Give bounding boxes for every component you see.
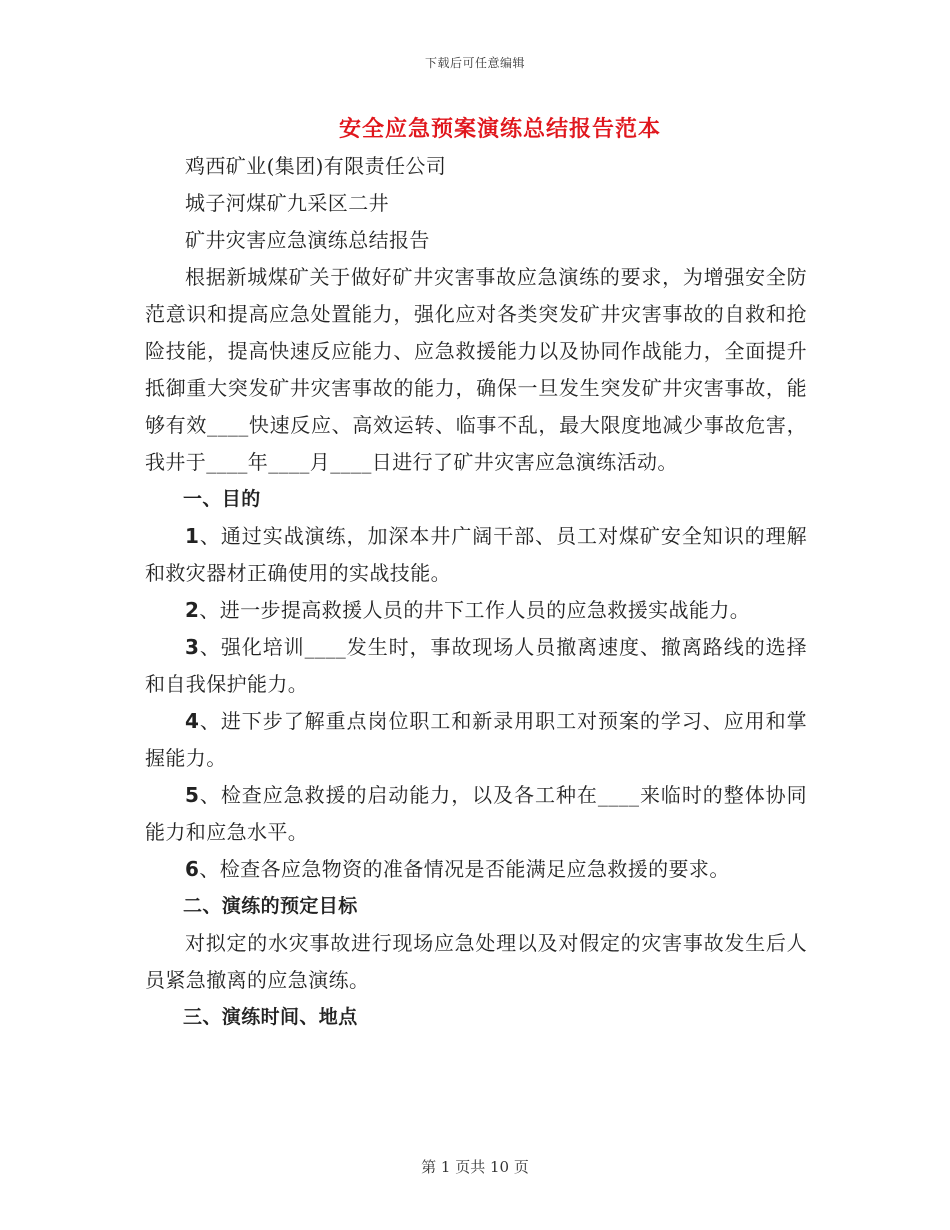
purpose-item-5 (145, 777, 807, 851)
item-text: 、进下步了解重点岗位职工和新录用职工对预案的学习、应用和掌握能力。 (145, 709, 807, 770)
document-body (145, 148, 807, 1036)
header-note: 下载后可任意编辑 (424, 56, 525, 70)
section-2-paragraph: 对拟定的水灾事故进行现场应急处理以及对假定的灾害事故发生后人员紧急撤离的应急演练。 (145, 931, 807, 992)
item-number: 3 (185, 635, 200, 659)
purpose-item-4 (145, 703, 807, 777)
item-text: 、检查各应急物资的准备情况是否能满足应急救援的要求。 (199, 857, 730, 881)
item-text: 、检查应急救援的启动能力，以及各工种在____来临时的整体协同能力和应急水平。 (145, 783, 807, 844)
item-text: 、通过实战演练，加深本井广阔干部、员工对煤矿安全知识的理解和救灾器材正确使用的实战技能。 (145, 524, 807, 585)
purpose-item-6 (145, 851, 807, 888)
purpose-item-2 (145, 592, 807, 629)
item-text: 、强化培训____发生时，事故现场人员撤离速度、撤离路线的选择和自我保护能力。 (145, 635, 807, 696)
intro-paragraph: 根据新城煤矿关于做好矿井灾害事故应急演练的要求，为增强安全防范意识和提高应急处置能力，强化应对各类突发矿井灾害事故的自救和抢险技能，提高快速反应能力、应急救援能力以及协同作战能力，全面提升抵御重大突发矿井灾害事故的能力，确保一旦发生突发矿井灾害事故，能够有效____快速反应、高效运转、临事不乱，最大限度地减少事故危害，我井于____年____月____日进行了矿井灾害应急演练活动。 (145, 265, 807, 474)
purpose-item-3 (145, 629, 807, 703)
item-text: 、进一步提高救援人员的井下工作人员的应急救援实战能力。 (199, 598, 751, 622)
org-line-2: 城子河煤矿九采区二井 (185, 191, 389, 215)
item-number: 5 (185, 783, 200, 807)
item-number: 4 (185, 709, 200, 733)
item-number: 1 (185, 524, 200, 548)
section-2-heading: 二、演练的预定目标 (183, 895, 358, 917)
document-title: 安全应急预案演练总结报告范本 (338, 117, 661, 142)
org-line-3: 矿井灾害应急演练总结报告 (185, 228, 430, 252)
section-3-heading: 三、演练时间、地点 (183, 1006, 358, 1028)
section-1-heading: 一、目的 (183, 488, 261, 510)
item-number: 6 (185, 857, 200, 881)
org-line-1: 鸡西矿业(集团)有限责任公司 (185, 154, 447, 178)
purpose-item-1 (145, 518, 807, 592)
page-indicator: 第 1 页共 10 页 (421, 1158, 529, 1176)
item-number: 2 (185, 598, 200, 622)
